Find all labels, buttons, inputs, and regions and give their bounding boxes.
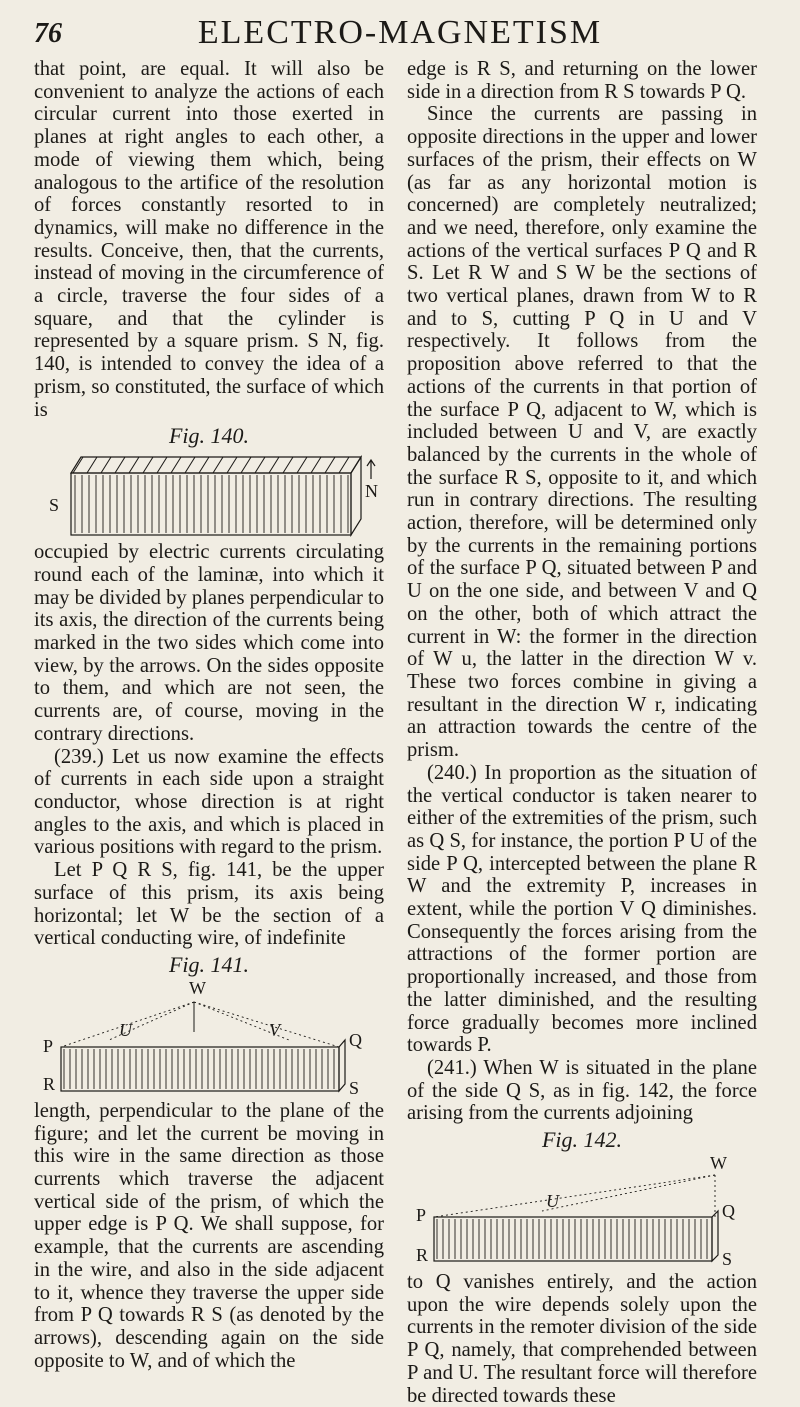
hatch-line [199,457,209,473]
hatch-line [311,457,321,473]
fig141-label-s: S [349,1077,360,1098]
right-column [407,58,757,1407]
hatch-line [115,457,125,473]
fig140-label-n: N [365,481,378,502]
fig141-label-v: V [269,1019,280,1040]
hatch-line [213,457,223,473]
paragraph: Let P Q R S, fig. 141, be the upper surface of this prism, its axis being horizontal; let W be the section of a vertical conducting wire, of indefinite [34,859,384,950]
figure-140-prism [39,451,379,541]
page-number: 76 [34,18,62,49]
paragraph: to Q vanishes entirely, and the action upon the wire depends solely upon the currents in the remoter division of the side P Q, namely, that comprehended between P and U. The resultant force will therefore be directed towards these [407,1271,757,1407]
fig141-label-u: U [119,1019,132,1040]
fig141-label-w: W [189,979,206,998]
fig140-label-s: S [49,495,60,516]
hatch-line [185,457,195,473]
figure-caption: Fig. 142. [541,1127,623,1153]
hatch-line [325,457,335,473]
hatch-line [339,457,349,473]
arrow-icon [367,460,375,479]
fig142-label-r: R [416,1245,429,1266]
hatch-line [171,457,181,473]
hatch-line [297,457,307,473]
fig142-label-w: W [710,1155,727,1174]
paragraph: Since the currents are passing in opposite directions in the upper and lower surfaces of the prism, their effects on W (as far as any horizontal motion is concerned) are completely neutralized; and we need, therefore, only examine the actions of the vertical surfaces P Q and R S. Let R W and S W be the sections of two vertical planes, drawn from W to R and to S, cutting P Q in U and V respectively. It follows from the proposition above referred to that the actions of the currents in that portion of the surface P Q, adjacent to W, which is included between U and V, are exactly balanced by the currents in the whole of the surface R S, opposite to it, and which run in contrary directions. The resulting action, therefore, will be determined only by the currents in the remaining portions of the surface P Q, situated between P and U on the one side, and between V and Q on the other, both of which attract the current in W: the former in the direction of W u, the latter in the direction W v. These two forces combine in giving a resultant in the direction W r, indicating an attraction towards the centre of the prism. [407,103,757,762]
fig141-label-r: R [43,1073,56,1094]
paragraph: length, perpendicular to the plane of the figure; and let the current be moving in this wire in the same direction as those currents which traverse the adjacent vertical side of the prism, of which the upper edge is P Q. We shall suppose, for example, that the currents are ascending in the wire, and also in the side adjacent to it, whence they traverse the upper side from P Q towards R S (as denoted by the arrows), descending again on the side opposite to W, and of which the [34,1099,384,1372]
fig142-label-q: Q [722,1201,735,1222]
hatch-line [157,457,167,473]
figure-caption: Fig. 140. [168,423,250,449]
fig141-label-q: Q [349,1029,362,1050]
hatch-line [241,457,251,473]
hatch-line [129,457,139,473]
page-header [34,14,766,54]
paragraph: edge is R S, and returning on the lower side in a direction from R S towards P Q. [407,58,757,103]
paragraph: (239.) Let us now examine the effects of currents in each side upon a straight conductor, whose direction is at right angles to the axis, and which is placed in various positions with regard to the prism. [34,745,384,859]
hatch-line [283,457,293,473]
hatch-line [227,457,237,473]
fig142-label-s: S [722,1249,733,1270]
figure-caption: Fig. 141. [168,951,250,977]
paragraph: (240.) In proportion as the situation of the vertical conductor is taken nearer to either of the extremities of the prism, such as Q S, for instance, the portion P U of the side P Q, intercepted between the plane R W and the extremity P, increases in extent, while the portion V Q diminishes. Consequently the forces arising from the attractions of the former portion are proportionally increased, and those from the latter diminished, and the resulting force gradually becomes more inclined towards P. [407,761,757,1057]
hatch-line [255,457,265,473]
fig142-label-u: U [546,1191,559,1212]
figure-141-prism-plan [39,980,379,1100]
paragraph: occupied by electric currents circulating round each of the laminæ, into which it may be divided by planes perpendicular to its axis, the direction of the currents being marked in the two sides which come into view, by the arrows. On the sides opposite to them, and which are not seen, the currents are, of course, moving in the contrary directions. [34,541,384,745]
hatch-line [73,457,83,473]
hatch-line [87,457,97,473]
hatch-line [143,457,153,473]
hatch-line [101,457,111,473]
fig141-label-p: P [43,1035,54,1056]
paragraph: that point, are equal. It will also be convenient to analyze the actions of each circular current into those exerted in planes at right angles to each other, a mode of viewing them which, being analogous to the artifice of the resolution of forces constantly resorted to in dynamics, will make no difference in the results. Conceive, then, that the currents, instead of moving in the circumference of a circle, traverse the four sides of a square, and that the cylinder is represented by a square prism. S N, fig. 140, is intended to convey the idea of a prism, so constituted, the surface of which is [34,58,384,421]
hatch-line [269,457,279,473]
figure-142-prism-plan [412,1155,752,1271]
fig142-label-p: P [416,1205,427,1226]
running-title: ELECTRO-MAGNETISM [197,14,603,51]
left-column [34,58,384,1372]
paragraph: (241.) When W is situated in the plane of the side Q S, as in fig. 142, the force arising from the currents adjoining [407,1056,757,1125]
